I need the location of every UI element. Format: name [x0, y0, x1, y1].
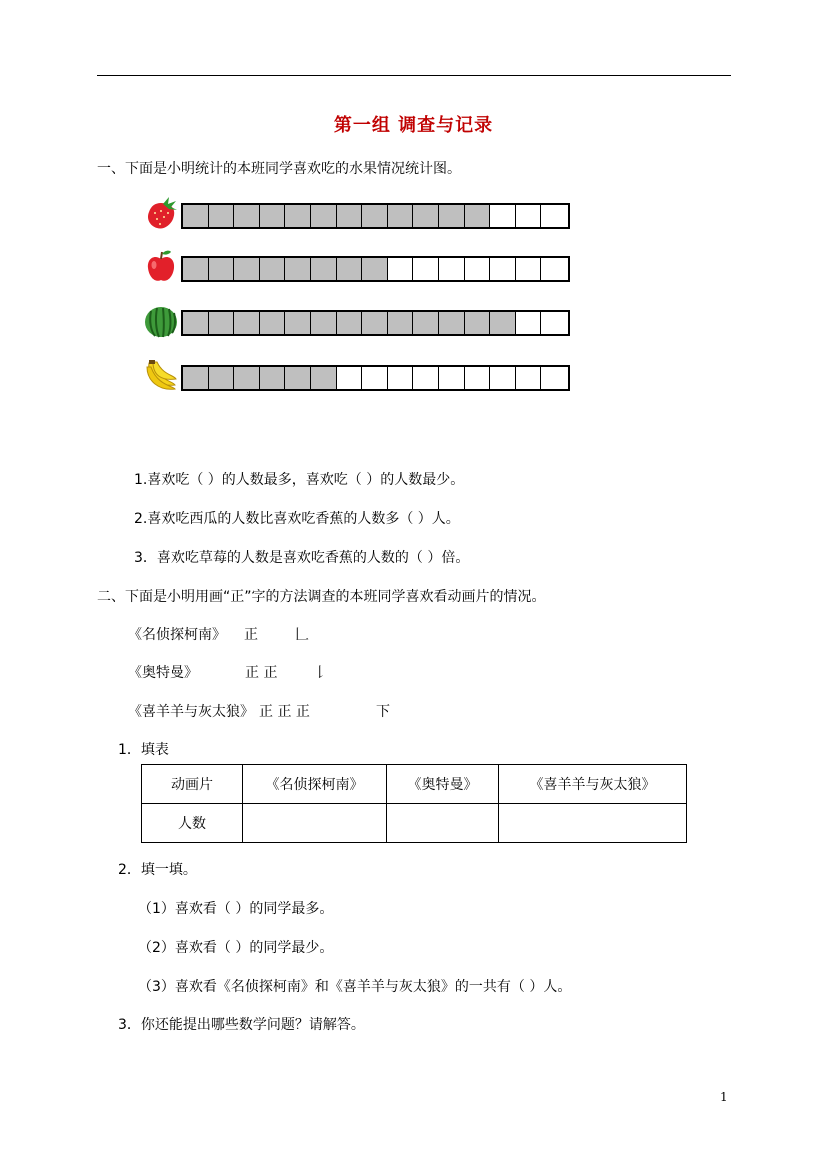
bar-cell-empty	[516, 367, 542, 389]
fill-2: （2）喜欢看（ ）的同学最少。	[138, 940, 334, 956]
bar-cell-filled	[234, 205, 260, 227]
bar-cell-filled	[183, 205, 209, 227]
watermelon-icon	[143, 303, 179, 339]
tally-name-3: 《喜羊羊与灰太狼》	[128, 704, 254, 720]
bar-cell-filled	[337, 258, 363, 280]
header-rule	[97, 75, 731, 76]
bar-cell-filled	[362, 205, 388, 227]
bar-cell-filled	[439, 205, 465, 227]
tally-partial-1: 𠃊	[295, 627, 309, 643]
page-title: 第一组 调查与记录	[333, 115, 494, 136]
bar-cell-empty	[337, 367, 363, 389]
bar-cell-filled	[490, 312, 516, 334]
table-header-animation: 动画片	[142, 765, 243, 804]
question-3: 3．你还能提出哪些数学问题？请解答。	[118, 1017, 365, 1033]
banana-bar	[181, 365, 570, 391]
bar-cell-filled	[209, 312, 235, 334]
bar-cell-filled	[209, 205, 235, 227]
bar-cell-empty	[516, 258, 542, 280]
bar-cell-filled	[260, 367, 286, 389]
bar-cell-empty	[388, 367, 414, 389]
tally-marks-3: 正 正 正	[259, 704, 310, 720]
bar-cell-filled	[362, 258, 388, 280]
tally-marks-2: 正 正	[245, 665, 278, 681]
bar-cell-filled	[465, 312, 491, 334]
bar-cell-empty	[465, 367, 491, 389]
banana-icon	[143, 357, 179, 393]
bar-cell-filled	[285, 258, 311, 280]
bar-cell-empty	[490, 258, 516, 280]
table-cell-pleasant-goat[interactable]	[499, 804, 687, 843]
bar-cell-empty	[541, 258, 567, 280]
question-2-heading: 二、下面是小明用画“正”字的方法调查的本班同学喜欢看动画片的情况。	[97, 589, 546, 605]
watermelon-bar	[181, 310, 570, 336]
bar-cell-filled	[465, 205, 491, 227]
bar-cell-empty	[465, 258, 491, 280]
bar-cell-filled	[209, 367, 235, 389]
bar-cell-filled	[234, 367, 260, 389]
fill-3: （3）喜欢看《名侦探柯南》和《喜羊羊与灰太狼》的一共有（ ）人。	[138, 979, 572, 995]
bar-cell-filled	[285, 367, 311, 389]
bar-cell-filled	[388, 205, 414, 227]
bar-cell-filled	[311, 258, 337, 280]
bar-cell-filled	[183, 258, 209, 280]
bar-cell-empty	[362, 367, 388, 389]
bar-cell-filled	[260, 258, 286, 280]
tally-name-1: 《名侦探柯南》	[128, 627, 226, 643]
question-1-sub-3: 3．喜欢吃草莓的人数是喜欢吃香蕉的人数的（ ）倍。	[134, 550, 470, 566]
bar-cell-empty	[541, 367, 567, 389]
tally-partial-2: 𠄌	[313, 665, 327, 681]
bar-cell-filled	[311, 205, 337, 227]
bar-cell-empty	[388, 258, 414, 280]
table-row-label: 人数	[142, 804, 243, 843]
bar-cell-filled	[337, 312, 363, 334]
bar-cell-empty	[413, 258, 439, 280]
animation-table	[141, 764, 687, 843]
apple-bar	[181, 256, 570, 282]
bar-cell-filled	[439, 312, 465, 334]
bar-cell-filled	[260, 312, 286, 334]
bar-cell-empty	[490, 367, 516, 389]
bar-cell-filled	[337, 205, 363, 227]
tally-partial-3: 下	[376, 704, 390, 720]
bar-cell-filled	[260, 205, 286, 227]
question-1-sub-2: 2.喜欢吃西瓜的人数比喜欢吃香蕉的人数多（ ）人。	[134, 511, 460, 527]
table-header-pleasant-goat: 《喜羊羊与灰太狼》	[499, 765, 687, 804]
bar-cell-filled	[234, 312, 260, 334]
strawberry-icon	[143, 195, 179, 231]
fill-table-label: 1．填表	[118, 742, 169, 758]
question-1-heading: 一、下面是小明统计的本班同学喜欢吃的水果情况统计图。	[97, 161, 461, 177]
bar-cell-filled	[285, 312, 311, 334]
page-number: 1	[720, 1090, 728, 1104]
bar-cell-filled	[311, 312, 337, 334]
table-cell-ultraman[interactable]	[387, 804, 499, 843]
bar-cell-filled	[285, 205, 311, 227]
bar-cell-filled	[413, 205, 439, 227]
bar-cell-empty	[541, 205, 567, 227]
bar-cell-filled	[311, 367, 337, 389]
fill-1: （1）喜欢看（ ）的同学最多。	[138, 901, 334, 917]
bar-cell-empty	[413, 367, 439, 389]
bar-cell-filled	[183, 312, 209, 334]
bar-cell-filled	[362, 312, 388, 334]
question-1-sub-1: 1.喜欢吃（ ）的人数最多，喜欢吃（ ）的人数最少。	[134, 472, 465, 488]
bar-cell-empty	[490, 205, 516, 227]
apple-icon	[143, 248, 179, 284]
table-cell-conan[interactable]	[243, 804, 387, 843]
bar-cell-empty	[541, 312, 567, 334]
bar-cell-filled	[234, 258, 260, 280]
bar-cell-filled	[183, 367, 209, 389]
tally-marks-1: 正	[244, 627, 258, 643]
strawberry-bar	[181, 203, 570, 229]
bar-cell-empty	[516, 312, 542, 334]
bar-cell-filled	[413, 312, 439, 334]
bar-cell-empty	[516, 205, 542, 227]
bar-cell-filled	[209, 258, 235, 280]
table-header-conan: 《名侦探柯南》	[243, 765, 387, 804]
table-header-ultraman: 《奥特曼》	[387, 765, 499, 804]
bar-cell-empty	[439, 258, 465, 280]
tally-name-2: 《奥特曼》	[128, 665, 198, 681]
bar-cell-empty	[439, 367, 465, 389]
fill-label: 2．填一填。	[118, 862, 197, 878]
bar-cell-filled	[388, 312, 414, 334]
